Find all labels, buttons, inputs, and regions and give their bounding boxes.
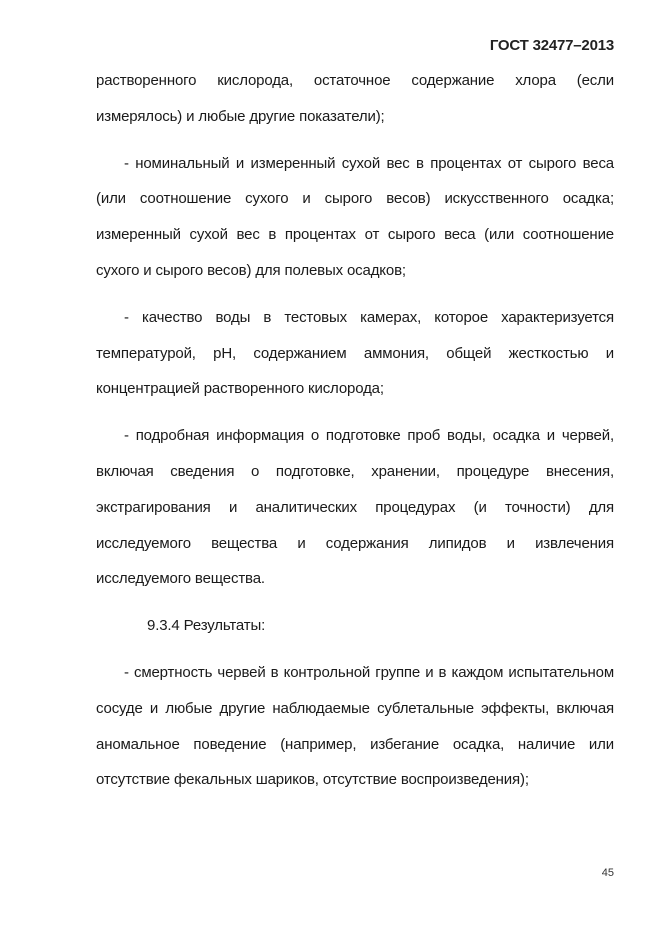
page-body: [96, 63, 614, 798]
paragraph-continuation: растворенного кислорода, остаточное содержание хлора (если измерялось) и любые другие показатели);: [96, 72, 614, 125]
list-item-mortality: - смертность червей в контрольной группе и в каждом испытательном сосуде и любые другие наблюдаемые сублетальные эффекты, включая аномальное поведение (например, избегание осадка, наличие или отсутствие фекальных шариков, отсутствие воспроизведения);: [96, 663, 614, 789]
list-item-sample-preparation: - подробная информация о подготовке проб воды, осадка и червей, включая сведения о подготовке, хранении, процедуре внесения, экстрагирования и аналитических процедурах (и точности) для исследуемого вещества и содержания липидов и извлечения исследуемого вещества.: [96, 427, 614, 588]
list-item-dry-weight: - номинальный и измеренный сухой вес в процентах от сырого веса (или соотношение сухого и сырого весов) искусственного осадка; измеренный сухой вес в процентах от сырого веса (или соотношение сухого и сырого весов) для полевых осадков;: [96, 154, 614, 279]
page-number: 45: [601, 867, 614, 879]
document-code-header: ГОСТ 32477–2013: [489, 37, 614, 54]
list-item-water-quality: - качество воды в тестовых камерах, которое характеризуется температурой, pH, содержанием аммония, общей жесткостью и концентрацией растворенного кислорода;: [96, 308, 614, 398]
section-heading-results: 9.3.4 Результаты:: [147, 617, 266, 635]
